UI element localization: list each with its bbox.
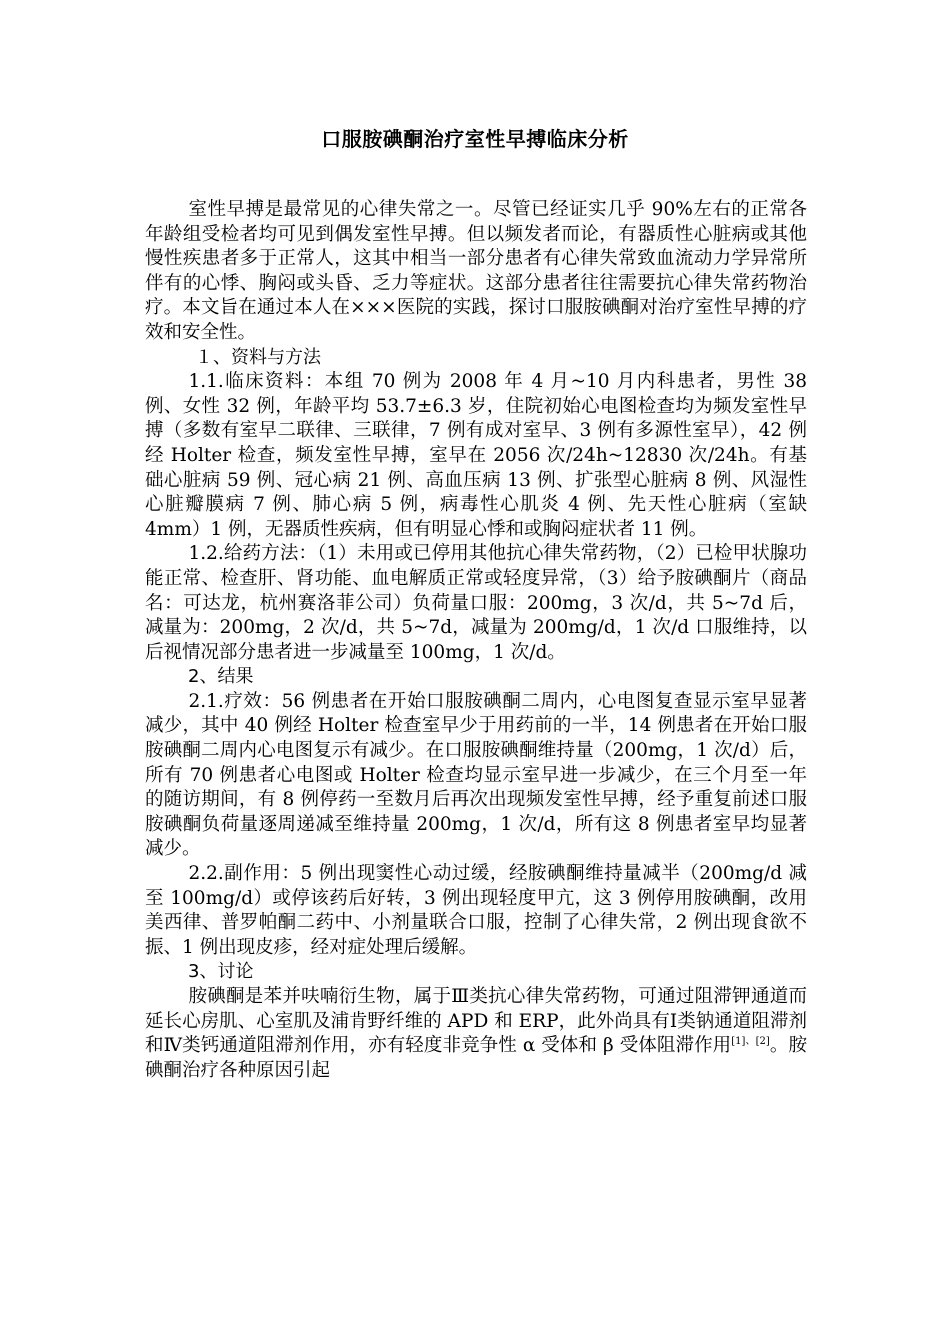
paragraph-clinical-data: 1.1.临床资料：本组 70 例为 2008 年 4 月~10 月内科患者，男性 38 例、女性 32 例，年龄平均 53.7±6.3 岁，住院初始心电图检查均为频发室性早搏（多数有室早二联律、三联律，7 例有成对室早、3 例有多源性室早），42 例经 Holter 检查，频发室性早搏，室早在 2056 次/24h~12830 次/24h。有基础心脏病 59 例、冠心病 21 例、高血压病 13 例、扩张型心脏病 8 例、风湿性心脏瓣膜病 7 例、肺心病 5 例，病毒性心肌炎 4 例、先天性心脏病（室缺 4mm）1 例，无器质性疾病，但有明显心悸和或胸闷症状者 11 例。 <box>145 371 807 540</box>
discussion-text: 胺碘酮是苯并呋喃衍生物，属于Ⅲ类抗心律失常药物，可通过阻滞钾通道而延长心房肌、心室肌及浦肯野纤维的 APD 和 ERP，此外尚具有Ⅰ类钠通道阻滞剂和Ⅳ类钙通道阻滞剂作用，亦有轻度非竞争性 α 受体和 β 受体阻滞作用 <box>145 986 807 1057</box>
document-body <box>145 198 807 1083</box>
paragraph-efficacy: 2.1.疗效：56 例患者在开始口服胺碘酮二周内，心电图复查显示室早显著减少，其中 40 例经 Holter 检查室早少于用药前的一半，14 例患者在开始口服胺碘酮二周内心电图复示有减少。在口服胺碘酮维持量（200mg，1 次/d）后，所有 70 例患者心电图或 Holter 检查均显示室早进一步减少，在三个月至一年的随访期间，有 8 例停药一至数月后再次出现频发室性早搏，经予重复前述口服胺碘酮负荷量逐周递减至维持量 200mg，1 次/d，所有这 8 例患者室早均显著减少。 <box>145 690 807 860</box>
section-heading-methods: １、资料与方法 <box>195 346 321 368</box>
citation-reference: [1]、[2] <box>731 1036 770 1048</box>
paragraph-discussion <box>145 985 807 1083</box>
section-heading-results: 2、结果 <box>188 666 254 688</box>
paragraph-side-effects: 2.2.副作用：5 例出现窦性心动过缓，经胺碘酮维持量减半（200mg/d 减至 100mg/d）或停该药后好转，3 例出现轻度甲亢，这 3 例停用胺碘酮，改用美西律、普罗帕酮二药中、小剂量联合口服，控制了心律失常，2 例出现食欲不振、1 例出现皮疹，经对症处理后缓解。 <box>145 863 807 958</box>
document-title: 口服胺碘酮治疗室性早搏临床分析 <box>321 127 629 151</box>
paragraph-dosing-method: 1.2.给药方法：（1）未用或已停用其他抗心律失常药物，（2）已检甲状腺功能正常、检查肝、肾功能、血电解质正常或轻度异常，（3）给予胺碘酮片（商品名：可达龙，杭州赛洛菲公司）负荷量口服：200mg，3 次/d，共 5~7d 后，减量为：200mg，2 次/d，共 5~7d，减量为 200mg/d，1 次/d 口服维持，以后视情况部分患者进一步减量至 100mg，1 次/d。 <box>145 543 807 663</box>
section-heading-discussion: 3、讨论 <box>188 961 254 983</box>
intro-paragraph: 室性早搏是最常见的心律失常之一。尽管已经证实几乎 90%左右的正常各年龄组受检者均可见到偶发室性早搏。但以频发者而论，有器质性心脏病或其他慢性疾患者多于正常人，这其中相当一部分患者有心律失常致血流动力学异常所伴有的心悸、胸闷或头昏、乏力等症状。这部分患者往往需要抗心律失常药物治疗。本文旨在通过本人在×××医院的实践，探讨口服胺碘酮对治疗室性早搏的疗效和安全性。 <box>145 199 807 343</box>
discussion-text-continued: 。胺碘酮治疗各种原因引起 <box>145 1035 807 1081</box>
